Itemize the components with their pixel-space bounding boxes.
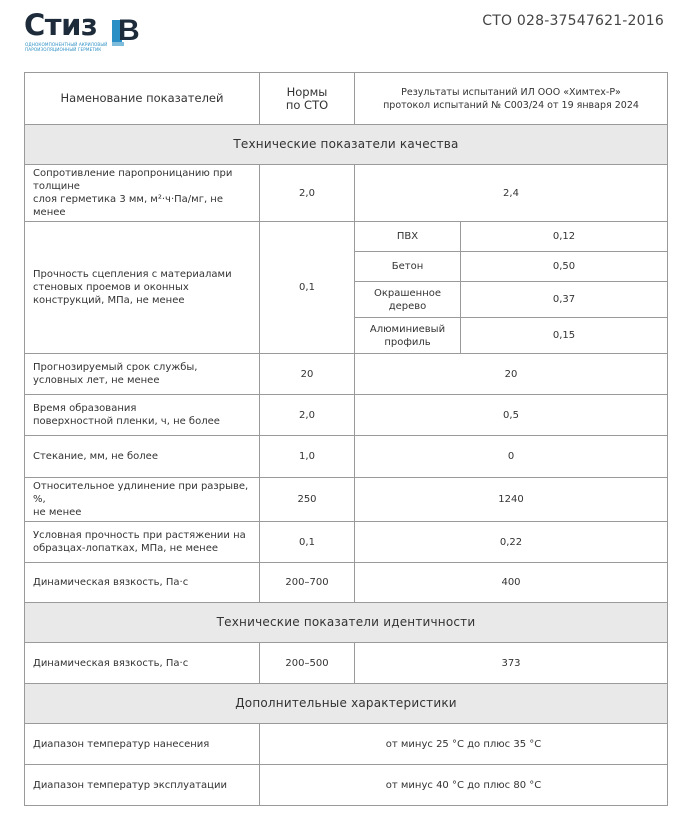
param-name: Прогнозируемый срок службы, условных лет, не менее (25, 354, 260, 395)
param-norm: 200–700 (260, 563, 355, 603)
param-name: Время образования поверхностной пленки, ч, не более (25, 395, 260, 436)
param-result: 0,50 (461, 252, 668, 282)
param-result: 0,12 (461, 222, 668, 252)
param-result: от минус 25 °С до плюс 35 °С (260, 724, 668, 765)
header-results: Результаты испытаний ИЛ ООО «Химтех-Р» протокол испытаний № С003/24 от 19 января 2024 (355, 73, 668, 125)
table-row (25, 354, 668, 395)
param-name: Диапазон температур эксплуатации (25, 765, 260, 806)
param-result: от минус 40 °С до плюс 80 °С (260, 765, 668, 806)
section-row (25, 684, 668, 724)
param-norm: 0,1 (260, 222, 355, 354)
table-header-row (25, 73, 668, 125)
param-result: 0 (355, 436, 668, 478)
param-name: Сопротивление паропроницанию при толщине слоя герметика 3 мм, м²·ч·Па/мг, не менее (25, 165, 260, 222)
table-row (25, 165, 668, 222)
param-norm: 2,0 (260, 165, 355, 222)
param-name: Стекание, мм, не более (25, 436, 260, 478)
table-row (25, 436, 668, 478)
material-name: Бетон (355, 252, 461, 282)
table-row (25, 643, 668, 684)
logo-tagline: ОДНОКОМПОНЕНТНЫЙ АКРИЛОВЫЙ ПАРОИЗОЛЯЦИОННЫЙ ГЕРМЕТИК (25, 42, 108, 52)
param-norm: 2,0 (260, 395, 355, 436)
param-norm: 20 (260, 354, 355, 395)
header-norm: Нормы по СТО (260, 73, 355, 125)
param-result: 2,4 (355, 165, 668, 222)
standard-number: СТО 028-37547621-2016 (482, 13, 664, 29)
param-result: 0,22 (355, 522, 668, 563)
param-name: Динамическая вязкость, Па·с (25, 643, 260, 684)
logo-letter: В (118, 14, 140, 46)
param-result: 400 (355, 563, 668, 603)
table-row (25, 522, 668, 563)
param-name: Условная прочность при растяжении на образцах-лопатках, МПа, не менее (25, 522, 260, 563)
table-row (25, 724, 668, 765)
param-norm: 1,0 (260, 436, 355, 478)
brand-logo (24, 8, 154, 50)
section-title: Технические показатели идентичности (25, 603, 668, 643)
spec-table (24, 72, 668, 806)
param-result: 20 (355, 354, 668, 395)
section-title: Технические показатели качества (25, 125, 668, 165)
param-result: 1240 (355, 478, 668, 522)
material-name: Алюминиевый профиль (355, 318, 461, 354)
param-result: 373 (355, 643, 668, 684)
table-row (25, 222, 668, 252)
table-row (25, 478, 668, 522)
param-norm: 250 (260, 478, 355, 522)
section-title: Дополнительные характеристики (25, 684, 668, 724)
param-name: Динамическая вязкость, Па·с (25, 563, 260, 603)
section-row (25, 125, 668, 165)
param-norm: 200–500 (260, 643, 355, 684)
section-row (25, 603, 668, 643)
param-name: Диапазон температур нанесения (25, 724, 260, 765)
table-row (25, 765, 668, 806)
param-name: Относительное удлинение при разрыве, %, не менее (25, 478, 260, 522)
material-name: ПВХ (355, 222, 461, 252)
param-result: 0,37 (461, 282, 668, 318)
logo-wordmark: Стиз (24, 8, 98, 42)
table-row (25, 395, 668, 436)
param-name: Прочность сцепления с материалами стеновых проемов и оконных конструкций, МПа, не менее (25, 222, 260, 354)
param-norm: 0,1 (260, 522, 355, 563)
param-result: 0,15 (461, 318, 668, 354)
logo-v-mark-icon (110, 12, 146, 46)
table-row (25, 563, 668, 603)
material-name: Окрашенное дерево (355, 282, 461, 318)
header-name: Наменование показателей (25, 73, 260, 125)
param-result: 0,5 (355, 395, 668, 436)
